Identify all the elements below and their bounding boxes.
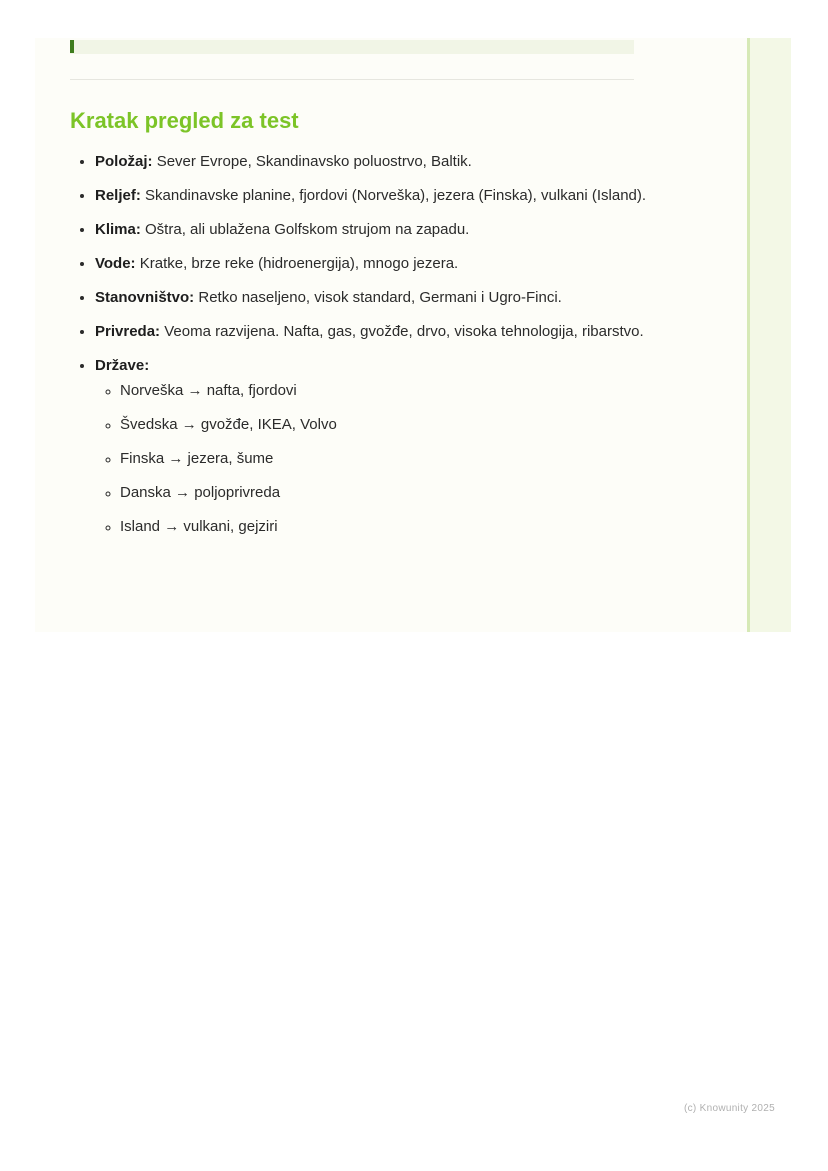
summary-text: Retko naseljeno, visok standard, Germani i Ugro-Finci. xyxy=(198,289,562,306)
summary-item-privreda xyxy=(95,319,655,344)
summary-item-vode xyxy=(95,251,655,276)
section-divider xyxy=(70,79,634,80)
summary-label: Vode: xyxy=(95,255,136,272)
summary-text: Skandinavske planine, fjordovi (Norveška), jezera (Finska), vulkani (Island). xyxy=(145,187,647,204)
summary-label: Klima: xyxy=(95,221,141,238)
summary-label: Privreda: xyxy=(95,323,161,340)
callout-accent-bar xyxy=(70,40,74,53)
summary-list xyxy=(70,149,655,548)
side-strip xyxy=(747,38,791,632)
section-title: Kratak pregled za test xyxy=(70,108,299,133)
summary-text: Kratke, brze reke (hidroenergija), mnogo jezera. xyxy=(139,255,459,272)
country-item-danska: ◦ Danska → poljoprivreda xyxy=(120,480,655,505)
summary-text: Sever Evrope, Skandinavsko poluostrvo, Baltik. xyxy=(156,153,472,170)
country-item-svedska: ◦ Švedska → gvožđe, IKEA, Volvo xyxy=(120,412,655,437)
callout-box-edge xyxy=(70,40,634,54)
summary-label: Stanovništvo: xyxy=(95,289,195,306)
footer-copyright: (c) Knowunity 2025 xyxy=(683,1103,775,1114)
summary-item-klima xyxy=(95,217,655,242)
summary-label: Države: xyxy=(95,357,150,374)
country-item-island: ◦ Island → vulkani, gejziri xyxy=(120,514,655,539)
summary-item-drzave xyxy=(95,353,655,539)
summary-label: Položaj: xyxy=(95,153,153,170)
country-item-finska: ◦ Finska → jezera, šume xyxy=(120,446,655,471)
summary-label: Reljef: xyxy=(95,187,141,204)
countries-list xyxy=(95,378,655,539)
country-item-norveska: ◦ Norveška → nafta, fjordovi xyxy=(120,378,655,403)
summary-item-stanovnistvo xyxy=(95,285,655,310)
summary-text: Oštra, ali ublažena Golfskom strujom na zapadu. xyxy=(145,221,470,238)
summary-text: Veoma razvijena. Nafta, gas, gvožđe, drvo, visoka tehnologija, ribarstvo. xyxy=(164,323,644,340)
summary-item-polozaj xyxy=(95,149,655,174)
summary-item-reljef xyxy=(95,183,655,208)
